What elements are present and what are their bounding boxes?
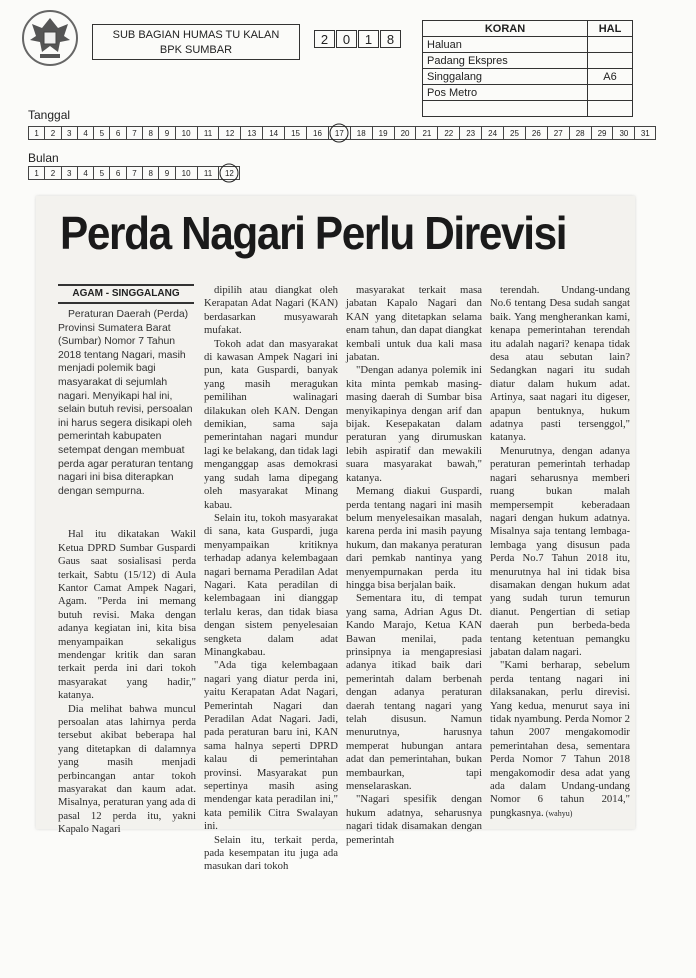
article-paragraph: Sementara itu, di tempat yang sama, Adrian Agus Dt. Kando Marajo, Ketua KAN Bawan menilai, pada prinsipnya ia mengapresiasi adanya itikad baik dari pemerintah dalam berbenah dengan adanya peraturan daerah tentang nagari yang telah disusun. Namun menurutnya, harusnya memperat hubungan antara adat dan pemerintahan, bukan membaurkan, tapi menselaraskan. [346, 592, 482, 793]
year-digit: 1 [358, 30, 379, 48]
article-paragraph: Hal itu dikatakan Wakil Ketua DPRD Sumbar Guspardi Gaus saat sosialisasi perda terkait, Sabtu (15/12) di Aula Kantor Camat Ampek Nagari, Agam. "Perda ini memang butuh revisi. Maka dengan adanya kegiatan ini, kita bisa menyampaikan sekaligus mendengar kritik dan saran terkait perda ini dari tokoh masyarakat yang hadir," katanya. [58, 528, 196, 702]
article-column-1 [58, 300, 196, 837]
grid-cell: 9 [158, 126, 174, 140]
article-paragraph: "Dengan adanya polemik ini kita minta pemkab masing-masing daerah di Sumbar bisa menyikapinya dengan arif dan bijak. Kesepakatan dalam peraturan yang dirumuskan lebih aspiratif dan mewakili suara masyarakat bawah," katanya. [346, 364, 482, 484]
office-label-box [92, 24, 300, 60]
author-signature: (wahyu) [543, 808, 573, 818]
grid-cell: 13 [240, 126, 262, 140]
article-paragraph: Memang diakui Guspardi, perda tentang nagari ini masih belum menyelesaikan masalah, karena perda ini masih payung hukum, dan makanya peraturan dari pemkab nantinya yang menyempurnakan perda itu hingga bisa berjalan baik. [346, 485, 482, 591]
article-paragraph: "Kami berharap, sebelum perda tentang nagari ini dilaksanakan, perlu direvisi. Yang kedua, menurut saya ini tidak nyambung. Perda Nomor 2 tahun 2007 mengakomodir pemerintahan desa, sementara Perda Nomor 7 Tahun 2018 mengakomodir desa adat yang ada dalam Undang-undang Nomor 6 tahun 2014," pungkasnya. (wahyu) [490, 659, 630, 819]
grid-cell: 4 [77, 166, 93, 180]
koran-name: Singgalang [423, 69, 588, 85]
koran-name [423, 101, 588, 117]
grid-cell: 15 [284, 126, 306, 140]
selected-cell: 17 [328, 126, 350, 140]
grid-cell: 1 [28, 166, 44, 180]
koran-name: Haluan [423, 37, 588, 53]
table-row [423, 37, 633, 53]
tanggal-grid [28, 126, 656, 140]
grid-cell: 8 [142, 126, 158, 140]
bulan-label: Bulan [28, 151, 59, 165]
grid-cell: 14 [262, 126, 284, 140]
grid-cell: 8 [142, 166, 158, 180]
grid-cell: 7 [126, 166, 142, 180]
grid-cell: 2 [44, 126, 60, 140]
table-row [423, 69, 633, 85]
article-column-3 [346, 284, 482, 847]
article-paragraph: masyarakat terkait masa jabatan Kapalo Nagari dan KAN yang ditetapkan selama enam tahun, dan dapat diangkat kembali untuk dua kali masa jabatan. [346, 284, 482, 364]
grid-cell: 5 [93, 126, 109, 140]
office-line-2: BPK SUMBAR [159, 44, 233, 56]
grid-cell: 31 [634, 126, 656, 140]
koran-header: KORAN [423, 21, 588, 37]
article-column-2 [204, 284, 338, 874]
newspaper-table [422, 20, 633, 117]
article-lead [58, 300, 196, 498]
article-column-4 [490, 284, 630, 820]
grid-cell: 9 [158, 166, 174, 180]
koran-page [588, 53, 633, 69]
grid-cell: 30 [612, 126, 634, 140]
grid-cell: 22 [437, 126, 459, 140]
bulan-grid [28, 166, 240, 180]
koran-page [588, 85, 633, 101]
grid-cell: 23 [459, 126, 481, 140]
grid-cell: 10 [175, 126, 197, 140]
koran-page [588, 37, 633, 53]
year-digit: 2 [314, 30, 335, 48]
grid-cell: 7 [126, 126, 142, 140]
grid-cell: 18 [350, 126, 372, 140]
column-1-body [58, 528, 196, 836]
article-paragraph: Tokoh adat dan masyarakat di kawasan Ampek Nagari ini pun, kata Guspardi, banyak yang masih meragukan pemilihan walinagari dilakukan oleh KAN. Dengan demikian, sama saja pemerintahan nagari mundur lagi ke belakang, dan tidak lagi menganggap asas demokrasi yang sudah lama dipegang oleh masyarakat Minang kabau. [204, 337, 338, 511]
selected-cell: 12 [218, 166, 240, 180]
tanggal-label: Tanggal [28, 108, 71, 122]
grid-cell: 29 [591, 126, 613, 140]
article-byline: AGAM - SINGGALANG [58, 284, 194, 304]
grid-cell: 6 [109, 126, 125, 140]
office-line-1: SUB BAGIAN HUMAS TU KALAN [112, 29, 280, 41]
koran-name: Padang Ekspres [423, 53, 588, 69]
article-headline: Perda Nagari Perlu Direvisi [60, 207, 567, 259]
koran-page: A6 [588, 69, 633, 85]
grid-cell: 27 [547, 126, 569, 140]
grid-cell: 12 [218, 126, 240, 140]
grid-cell: 25 [503, 126, 525, 140]
year-boxes [314, 30, 402, 48]
table-row [423, 101, 633, 117]
article-paragraph: Dia melihat bahwa muncul persoalan atas lahirnya perda tersebut akibat beberapa hal yang ditetapkan di dalamnya yang masih menjadi perbincangan antar tokoh masyarakat dan kaum adat. Misalnya, peraturan yang ada di pasal 12 perda itu, yakni Kapalo Nagari [58, 702, 196, 836]
grid-cell: 26 [525, 126, 547, 140]
article-paragraph: "Nagari spesifik dengan hukum adatnya, seharusnya nagari tidak disamakan dengan pemerintah [346, 793, 482, 846]
grid-cell: 11 [197, 126, 219, 140]
grid-cell: 5 [93, 166, 109, 180]
article-paragraph: "Ada tiga kelembagaan nagari yang diatur perda ini, yaitu Kerapatan Adat Nagari, Pemerintah Nagari dan Peradilan Adat Nagari. Jadi, pada peraturan baru ini, KAN sama halnya seperti DPRD kalau di pemerintahan provinsi. Masyarakat pun sepertinya masih asing mendengar kata peradilan ini," kata pemilik Citra Swalayan ini. [204, 659, 338, 833]
koran-page [588, 101, 633, 117]
grid-cell: 28 [569, 126, 591, 140]
lead-paragraph: Peraturan Daerah (Perda) Provinsi Sumatera Barat (Sumbar) Nomor 7 Tahun 2018 tentang Nagari, masih menjadi polemik bagi masyarakat di sejumlah nagari. Menyikapi hal ini, selain butuh revisi, persoalan ini harus segera disikapi oleh pemerintah kabupaten setempat dengan membuat perda agar peraturan tentang nagari ini bisa diterapkan dengan sempurna. [58, 309, 194, 497]
grid-cell: 24 [481, 126, 503, 140]
year-digit: 8 [380, 30, 401, 48]
grid-cell: 10 [175, 166, 197, 180]
grid-cell: 3 [61, 126, 77, 140]
grid-cell: 16 [306, 126, 328, 140]
grid-cell: 2 [44, 166, 60, 180]
article-paragraph: dipilih atau diangkat oleh Kerapatan Adat Nagari (KAN) berdasarkan musyawarah mufakat. [204, 284, 338, 337]
grid-cell: 1 [28, 126, 44, 140]
koran-name: Pos Metro [423, 85, 588, 101]
grid-cell: 19 [372, 126, 394, 140]
grid-cell: 6 [109, 166, 125, 180]
grid-cell: 21 [415, 126, 437, 140]
grid-cell: 20 [394, 126, 416, 140]
article-paragraph: Menurutnya, dengan adanya peraturan pemerintah terhadap nagari seharusnya memberi ruang bukan malah mempersempit keberadaan nagari dengan hukum adatnya. Misalnya saja tentang lembaga-lembaga yang disusun pada Perda No.7 Tahun 2018 itu, menurutnya hal ini tidak bisa disamakan dengan hukum adat yang sudah turun temurun dianut. Pengertian di setiap daerah pun berbeda-beda tentang ketentuan pemangku jabatan dalam nagari. [490, 444, 630, 658]
grid-cell: 4 [77, 126, 93, 140]
grid-cell: 11 [197, 166, 219, 180]
grid-cell: 3 [61, 166, 77, 180]
garuda-emblem-icon [20, 6, 80, 70]
hal-header: HAL [588, 21, 633, 37]
article-paragraph: Selain itu, terkait perda, pada kesempatan itu juga ada masukan dari tokoh [204, 833, 338, 873]
article-paragraph: Selain itu, tokoh masyarakat di sana, kata Guspardi, juga menyampaikan kritiknya terhadap adanya kelembagaan nagari bernama Peradilan Adat Nagari. Kata peradilan di kelembagaan ini dianggap terlalu keras, dan tidak biasa dengan sistem penyelesaian sengketa dalam adat Minangkabau. [204, 511, 338, 658]
article-paragraph: terendah. Undang-undang No.6 tentang Desa sudah sangat baik. Yang mengherankan kami, kenapa pemerintahan terendah itu adalah nagari? kenapa tidak desa atau sebutan lain? Sedangkan nagari itu sudah diatur dalam hukum adat. Artinya, saat nagari itu digeser, apapun bentuknya, hukum adatnya pasti tersenggol," katanya. [490, 284, 630, 444]
table-row [423, 53, 633, 69]
year-digit: 0 [336, 30, 357, 48]
table-row [423, 85, 633, 101]
